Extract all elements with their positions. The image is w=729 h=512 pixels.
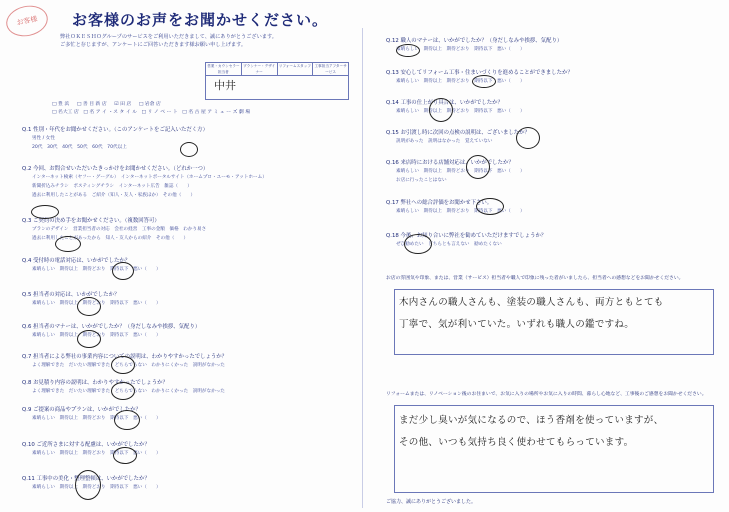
answer-options[interactable]: 素晴らしい 期待以上 期待どおり 期待以下 悪い（ ） (32, 485, 161, 490)
answer-options[interactable]: ぜひ勧めたい どちらとも言えない 勧めたくない (396, 242, 502, 247)
answer-options[interactable]: よく理解できた だいたい理解できた どちらでもない わかりにくかった 説明がなかった (32, 363, 225, 368)
answer-circle (114, 410, 140, 430)
comment-1-line-1: 木内さんの職人さんも、塗装の職人さんも、両方ともとても (399, 297, 664, 308)
answer-options[interactable]: 素晴らしい 期待以上 期待どおり 期待以下 悪い（ ） (32, 333, 161, 338)
comment-2-line-2: その他、いつも気持ち良く使わせてもらっています。 (399, 437, 634, 448)
staff-header-planner: プランナー・デザイナー (242, 63, 278, 75)
answer-options[interactable]: 過去に利用したことがあったから 知人・友人からの紹介 その他（ ） (32, 236, 189, 241)
answer-options[interactable]: 説明があった 説明はなかった 覚えていない (396, 139, 493, 144)
question-11: Q.11 工事中の美化・整理整頓は、いかがでしたか？ (22, 476, 150, 482)
store-checkbox[interactable]: □ 豊 浜 (52, 102, 70, 107)
question-5: Q.5 担当者の対応は、いかがでしたか？ (22, 292, 120, 298)
comment-1-label: お店の雰囲気や印象、または、営業（サービス）担当者や職人で印象に残った者がいましたら、担当者への感想などをお聞かせください。 (386, 276, 684, 281)
staff-handwritten-name: 中井 (214, 79, 236, 92)
intro-line-1: 弊社ＯＫＥＳＨＯグループのサービスをご利用いただきまして、誠にありがとうございます。 (60, 34, 277, 40)
store-checkbox[interactable]: ☑ 田 店 (114, 102, 132, 107)
store-row-2 (52, 108, 250, 115)
question-7: Q.18 今後、お知り合いに弊社を勧めていただけますでしょうか？ (386, 233, 547, 239)
answer-circle (111, 382, 135, 400)
column-divider (362, 28, 363, 508)
question-6: Q.17 弊社への総合評価をお聞かせ下さい。 (386, 200, 493, 206)
answer-options[interactable]: 素晴らしい 期待以上 期待どおり 期待以下 悪い（ ） (32, 267, 161, 272)
question-8: Q.8 お見積り内容の説明は、わかりやすかったでしょうか？ (22, 380, 168, 386)
answer-options[interactable]: インターネット検索（ヤフー・グーグル） インターネットポータルサイト（ホームプロ・ユーモ・アットホーム） (32, 175, 267, 180)
store-checkbox[interactable]: □ 名 ア イ ・ス タ イ ル (83, 110, 137, 115)
answer-circle (180, 142, 198, 157)
answer-circle (396, 44, 420, 57)
answer-options[interactable]: 素晴らしい 期待以上 期待どおり 期待以下 悪い（ ） (396, 79, 525, 84)
answer-options[interactable]: お店に行ったことはない (396, 178, 447, 183)
question-4: Q.15 お引渡し時に次回の点検の説明は、ございましたか？ (386, 130, 530, 136)
page-title: お客様のお声をお聞かせください。 (72, 11, 329, 29)
question-2: Q.13 安心してリフォーム工事・住まいづくりを進めることができましたか？ (386, 70, 573, 76)
staff-box (205, 62, 349, 100)
received-stamp: お客様 (3, 2, 50, 40)
question-3: Q.3 ご契約の決め手をお聞かせください。（複数回答可） (22, 218, 160, 224)
comment-2-line-1: まだ少し臭いが気になるので、ほう香剤を使っていますが、 (399, 415, 664, 426)
intro-text (60, 33, 350, 49)
answer-options[interactable]: 素晴らしい 期待以上 期待どおり 期待以下 悪い（ ） (396, 47, 525, 52)
answer-circle (466, 155, 490, 179)
answer-circle (111, 356, 135, 374)
answer-circle (113, 447, 137, 464)
answer-options[interactable]: 男性 / 女性 (32, 136, 55, 141)
question-9: Q.9 ご提案の商品やプランは、いかがでしたか？ (22, 407, 141, 413)
answer-options[interactable]: よく理解できた だいたい理解できた どちらでもない わかりにくかった 説明がなかった (32, 389, 225, 394)
answer-circle (112, 262, 134, 280)
question-1: Q.1 性別・年代をお聞かせください。（このアンケートをご記入いただく方） (22, 127, 208, 133)
comment-2-label: リフォームまたは、リノベーション後のお住まいで、お気に入りの場所やお気に入りの時間、暮らし心地など、工事後のご感想をお聞かせください。 (386, 392, 707, 397)
answer-options[interactable]: 素晴らしい 期待以上 期待どおり 期待以下 悪い（ ） (32, 301, 161, 306)
question-10: Q.10 ご近所さまに対する配慮は、いかがでしたか？ (22, 442, 150, 448)
store-row-1 (52, 100, 161, 107)
store-checkbox[interactable]: □ 名大工 店 (52, 110, 79, 115)
answer-circle (77, 297, 101, 316)
store-checkbox[interactable]: □ リ ノ ベ ー ト (141, 110, 178, 115)
comment-1-line-2: 丁寧で、気が利いていた。いずれも職人の鑑ですね。 (399, 319, 635, 330)
staff-header-sales: 営業・カウンセラー担当者 (206, 63, 242, 75)
staff-header-reform: リフォームスタッフ (278, 63, 314, 75)
answer-circle (516, 127, 540, 149)
answer-circle (31, 205, 59, 219)
store-checkbox[interactable]: □ 岩倉 店 (138, 102, 161, 107)
answer-circle (404, 234, 432, 254)
answer-options[interactable]: 新聞折込みチラシ ポスティングチラシ インターネット広告 雑誌（ ） (32, 184, 192, 189)
intro-line-2: ご多忙と存じますが、アンケートにご回答いただきます様お願い申し上げます。 (60, 42, 247, 48)
answer-options[interactable]: 素晴らしい 期待以上 期待どおり 期待以下 悪い（ ） (32, 416, 161, 421)
answer-options[interactable]: 素晴らしい 期待以上 期待どおり 期待以下 悪い（ ） (32, 451, 161, 456)
answer-circle (429, 98, 453, 122)
question-5: Q.16 来店時における店舗対応は、いかがでしたか？ (386, 160, 514, 166)
answer-options[interactable]: 20代 30代 40代 50代 60代 70代以上 (32, 145, 127, 150)
answer-options[interactable]: 過去に利用したことがある ご紹介（知人・友人・家族ほか） その他（ ） (32, 193, 196, 198)
answer-circle (75, 470, 101, 500)
question-7: Q.7 担当者による弊社の事業内容についての説明は、わかりやすかったでしょうか？ (22, 354, 228, 360)
question-1: Q.12 職人のマナーは、いかがでしたか？（身だしなみや挨拶、気配り） (386, 38, 563, 44)
question-3: Q.14 工事の仕上がり具合は、いかがでしたか？ (386, 100, 503, 106)
footer-thanks: ご協力、誠にありがとうございました。 (386, 499, 477, 505)
answer-circle (472, 75, 496, 88)
store-checkbox[interactable]: □ 名 古 屋 ア ミ ュ ー ズ 劇 場 (182, 110, 251, 115)
question-6: Q.6 担当者のマナーは、いかがでしたか？（身だしなみや挨拶、気配り） (22, 324, 201, 330)
answer-options[interactable]: 素晴らしい 期待以上 期待どおり 期待以下 悪い（ ） (396, 169, 525, 174)
answer-circle (77, 330, 101, 348)
answer-options[interactable]: プランのデザイン 営業担当者の対応 会社の経営 工事の金額 価格 わかり易さ (32, 227, 207, 232)
answer-circle (476, 198, 504, 215)
answer-options[interactable]: 素晴らしい 期待以上 期待どおり 期待以下 悪い（ ） (396, 209, 525, 214)
answer-circle (55, 236, 81, 252)
question-4: Q.4 受付時の電話対応は、いかがでしたか？ (22, 258, 131, 264)
question-2: Q.2 今回、お問合せいただいたきっかけをお聞かせください。（どれか一つ） (22, 166, 209, 172)
answer-options[interactable]: 素晴らしい 期待以上 期待どおり 期待以下 悪い（ ） (396, 109, 525, 114)
staff-header-construction: 工事担当アフターサービス (314, 64, 347, 74)
store-checkbox[interactable]: □ 善 目 新 店 (76, 102, 107, 107)
